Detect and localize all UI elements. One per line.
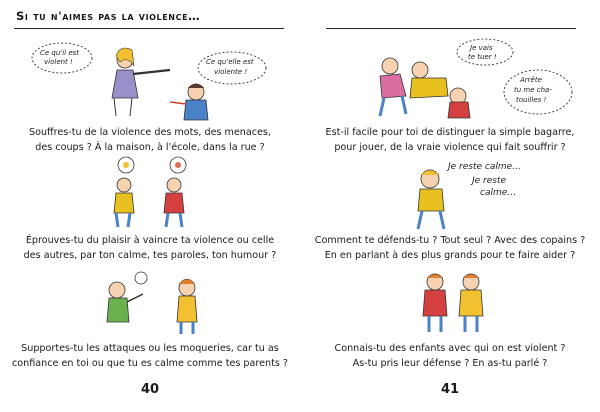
page-header: Si tu n'aimes pas la violence… (16, 9, 201, 23)
svg-text:Je reste: Je reste (472, 176, 507, 186)
header-rule (326, 28, 576, 29)
svg-text:violente !: violente ! (214, 68, 248, 76)
illustration-mocking (95, 268, 215, 338)
right-page (300, 0, 600, 412)
question-1: Souffres-tu de la violence des mots, des menaces, des coups ? À la maison, à l'école, dans la rue ? (29, 127, 271, 153)
header-rule (14, 28, 284, 29)
svg-text:Ce qu'il est: Ce qu'il est (40, 49, 80, 57)
svg-text:calme…: calme… (480, 188, 517, 198)
question-3: Supportes-tu les attaques ou les moqueries, car tu as confiance en toi ou que tu es calme comme tes parents ? (12, 343, 288, 369)
svg-text:Je reste calme…: Je reste calme… (448, 162, 522, 172)
svg-text:te tuer !: te tuer ! (468, 53, 497, 61)
svg-text:violent !: violent ! (44, 58, 73, 66)
illustration-fight (350, 36, 590, 122)
page-number: 40 (140, 382, 160, 397)
illustration-woman-pointing (20, 36, 290, 122)
question-5: Comment te défends-tu ? Tout seul ? Avec des copains ? En en parlant à des plus grands pour te faire aider ? (314, 235, 586, 261)
illustration-calm-kid (390, 153, 570, 233)
illustration-kids-facing (90, 155, 210, 230)
question-4: Est-il facile pour toi de distinguer la simple bagarre, pour jouer, de la vraie violence qui fait souffrir ? (325, 127, 575, 153)
svg-text:Arrête: Arrête (520, 76, 542, 84)
svg-text:touilles !: touilles ! (516, 96, 547, 104)
svg-text:tu me cha-: tu me cha- (514, 86, 552, 94)
question-2: Éprouves-tu du plaisir à vaincre ta violence ou celle des autres, par ton calme, tes paroles, ton humour ? (23, 235, 277, 261)
question-6: Connais-tu des enfants avec qui on est violent ? As-tu pris leur défense ? En as-tu parlé ? (334, 343, 566, 369)
svg-text:Je vais: Je vais (470, 44, 493, 52)
page-number: 41 (440, 382, 460, 397)
illustration-two-kids (405, 268, 505, 338)
svg-text:Ce qu'elle est: Ce qu'elle est (206, 58, 254, 66)
